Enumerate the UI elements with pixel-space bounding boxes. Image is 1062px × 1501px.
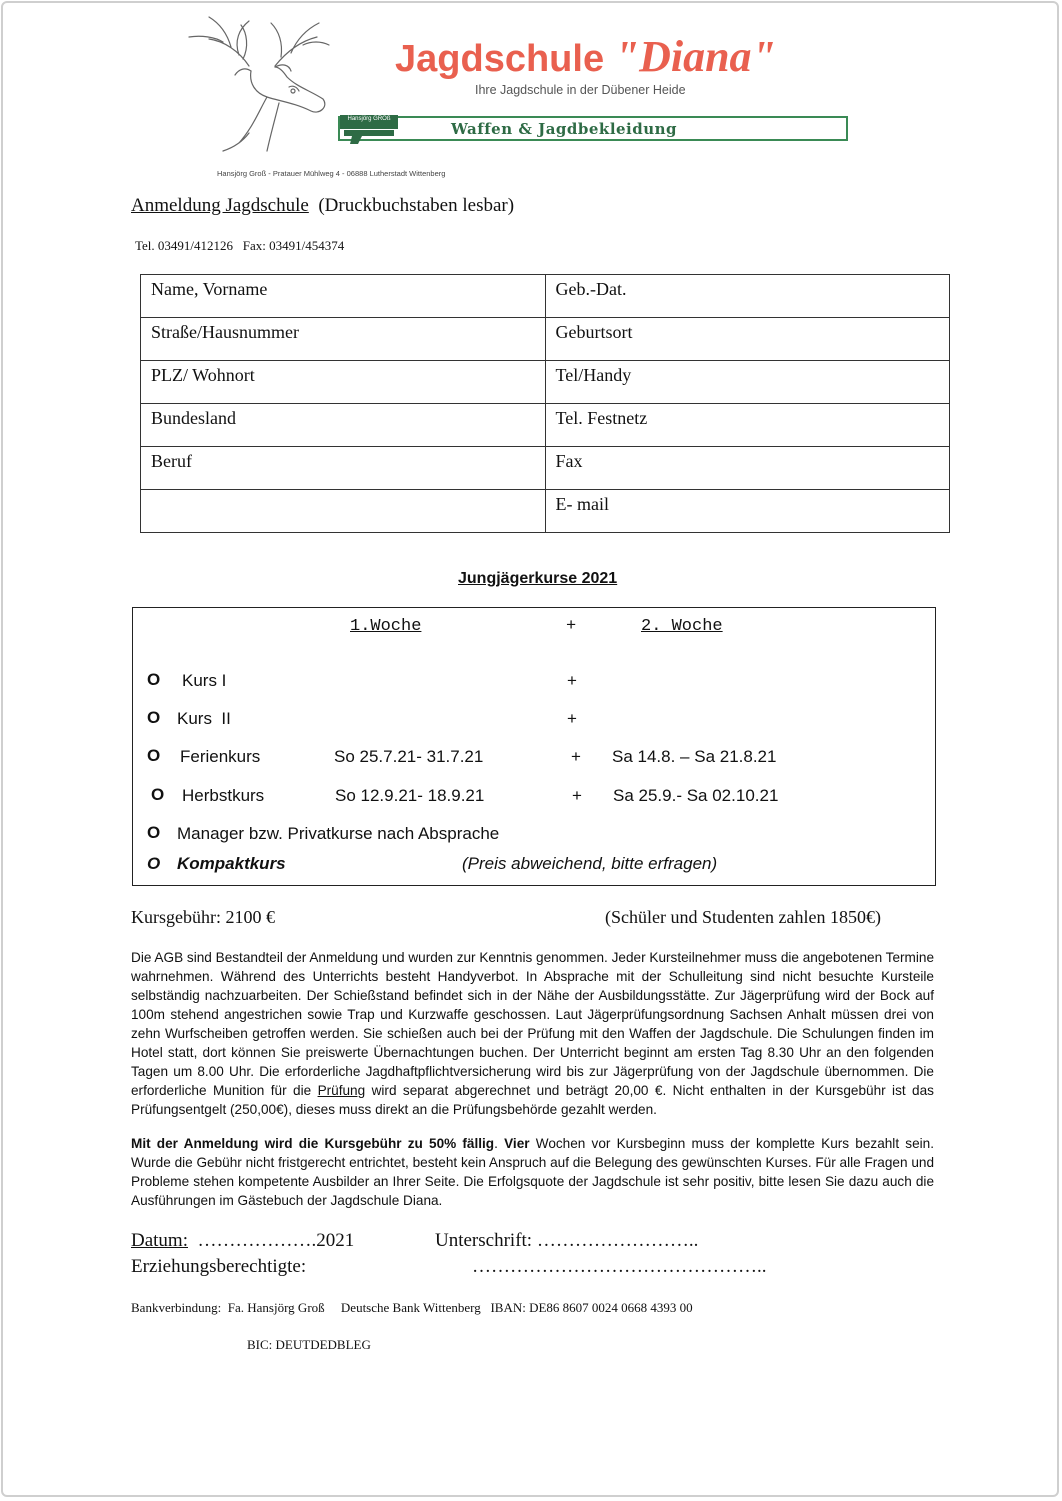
guardian-field[interactable]: ……………………………………….. bbox=[472, 1256, 767, 1277]
kompakt-note: (Preis abweichend, bitte erfragen) bbox=[462, 854, 718, 873]
terms-text-2: wird separat abgerechnet und beträgt 20,00 €. Nicht enthalten in der Kursgebühr ist das Prüfungsentgelt (250,00€), dieses muss direkt an die Prüfungsbehörde gezahlt werden. bbox=[131, 1083, 934, 1117]
field-state[interactable]: Bundesland bbox=[141, 404, 546, 447]
herbstkurs-checkbox[interactable]: O bbox=[151, 785, 165, 804]
course-fee: Kursgebühr: 2100 € bbox=[131, 907, 275, 927]
guardian-label: Erziehungsberechtigte: bbox=[131, 1256, 307, 1277]
banner-logo-text: Hansjörg GROß bbox=[347, 116, 391, 122]
contact-line bbox=[135, 238, 344, 254]
field-occupation[interactable]: Beruf bbox=[141, 447, 546, 490]
field-email[interactable]: E- mail bbox=[545, 490, 950, 533]
kurs2-checkbox[interactable]: O bbox=[147, 708, 161, 727]
field-birthplace[interactable]: Geburtsort bbox=[545, 318, 950, 361]
herbstkurs-week1: So 12.9.21- 18.9.21 bbox=[335, 786, 485, 805]
student-fee: (Schüler und Studenten zahlen 1850€) bbox=[605, 907, 881, 927]
pruefung-link[interactable]: Prüfung bbox=[317, 1083, 366, 1098]
manager-checkbox[interactable]: O bbox=[147, 823, 161, 842]
banner-text: Waffen & Jagdbekleidung bbox=[451, 120, 678, 138]
table-row bbox=[141, 361, 950, 404]
kurs2-label: Kurs II bbox=[177, 709, 231, 728]
signature-label: Unterschrift: bbox=[435, 1230, 533, 1251]
table-row bbox=[141, 318, 950, 361]
manager-label: Manager bzw. Privatkurse nach Absprache bbox=[177, 824, 500, 843]
herbstkurs-week2: Sa 25.9.- Sa 02.10.21 bbox=[613, 786, 779, 805]
kurs1-plus: + bbox=[567, 671, 577, 690]
form-title: Anmeldung Jagdschule bbox=[131, 195, 309, 216]
field-mobile[interactable]: Tel/Handy bbox=[545, 361, 950, 404]
brand-tagline: Ihre Jagdschule in der Dübener Heide bbox=[475, 83, 686, 97]
ferienkurs-week2: Sa 14.8. – Sa 21.8.21 bbox=[612, 747, 777, 766]
stag-logo bbox=[179, 11, 339, 161]
brand-title bbox=[395, 31, 776, 82]
terms-paragraph bbox=[131, 948, 934, 1119]
courses-heading: Jungjägerkurse 2021 bbox=[458, 570, 618, 587]
payment-bold-vier: Vier bbox=[504, 1136, 530, 1151]
ferienkurs-checkbox[interactable]: O bbox=[147, 746, 161, 765]
payment-text: Wochen vor Kursbeginn muss der komplette Kurs bezahlt sein. Wurde die Gebühr nicht fristgerecht entrichtet, besteht kein Anspruch auf die Belegung des gewünschten Kurses. Für alle Fragen und Probleme stehen kompetente Ausbilder an Ihrer Seite. Die Erfolgsquote der Jagdschule ist sehr positiv, bitte lesen Sie dazu auch die Ausführungen im Gästebuch der Jagdschule Diana. bbox=[131, 1136, 935, 1208]
week1-header: 1.Woche bbox=[350, 617, 422, 636]
fax-number: Fax: 03491/454374 bbox=[242, 238, 345, 253]
tel-number: Tel. 03491/412126 bbox=[135, 238, 234, 253]
address-line: Hansjörg Groß - Pratauer Mühlweg 4 - 06888 Lutherstadt Wittenberg bbox=[217, 169, 446, 178]
kurs1-checkbox[interactable]: O bbox=[147, 670, 161, 689]
week2-header: 2. Woche bbox=[641, 617, 723, 636]
pistol-icon bbox=[340, 115, 400, 145]
datum-field[interactable]: ……………….2021 bbox=[197, 1230, 355, 1251]
datum-line bbox=[131, 1230, 354, 1252]
kompakt-label: Kompaktkurs bbox=[177, 854, 286, 873]
brand-name: Jagdschule bbox=[395, 38, 605, 80]
table-row bbox=[141, 447, 950, 490]
document-page bbox=[1, 1, 1059, 1497]
table-row bbox=[141, 490, 950, 533]
table-row bbox=[141, 404, 950, 447]
field-birthdate[interactable]: Geb.-Dat. bbox=[545, 275, 950, 318]
table-row bbox=[141, 275, 950, 318]
signature-line bbox=[435, 1230, 698, 1252]
herbstkurs-plus: + bbox=[572, 786, 582, 805]
ferienkurs-week1: So 25.7.21- 31.7.21 bbox=[334, 747, 484, 766]
bank-line: Bankverbindung: Fa. Hansjörg Groß Deutsche Bank Wittenberg IBAN: DE86 8607 0024 0668 4393 00 bbox=[131, 1300, 693, 1315]
ferienkurs-plus: + bbox=[571, 747, 581, 766]
kurs1-label: Kurs I bbox=[182, 671, 227, 690]
field-landline[interactable]: Tel. Festnetz bbox=[545, 404, 950, 447]
herbstkurs-label: Herbstkurs bbox=[182, 786, 265, 805]
field-fax[interactable]: Fax bbox=[545, 447, 950, 490]
form-title-note: (Druckbuchstaben lesbar) bbox=[318, 195, 515, 216]
payment-paragraph bbox=[131, 1134, 934, 1210]
terms-text-1: Die AGB sind Bestandteil der Anmeldung und wurden zur Kenntnis genommen. Jeder Kursteilnehmer muss die angebotenen Termine wahrnehmen. Während des Unterrichts besteht Handyverbot. In Absprache mit der Schulleitung sind nicht besuchte Kursteile selbständig nachzuarbeiten. Der Schießstand befindet sich in der Nähe der Ausbildungsstätte. Zur Jägerprüfung wird der Bock auf 100m stehend angestrichen sowie Trap und Kurzwaffe geschossen. Laut Jägerprüfungsordnung Sachsen Anhalt müssen drei von zehn Wurfscheiben getroffen werden. Sie schießen auch bei der Prüfung mit den Waffen der Jagdschule. Die Schulungen finden im Hotel statt, dort können Sie preiswerte Übernachtungen buchen. Der Unterricht beginnt am ersten Tag 8.30 Uhr an den folgenden Tagen um 8.00 Uhr. Die erforderliche Jagdhaftpflichtversicherung wird bis zur Jägerprüfung von der Jagdschule übernommen. Die erforderliche Munition für die bbox=[131, 950, 935, 1098]
personal-data-table bbox=[140, 274, 950, 533]
payment-bold: Mit der Anmeldung wird die Kursgebühr zu 50% fällig bbox=[131, 1136, 495, 1151]
payment-dot: . bbox=[494, 1136, 498, 1151]
field-street[interactable]: Straße/Hausnummer bbox=[141, 318, 546, 361]
field-empty[interactable] bbox=[141, 490, 546, 533]
kompakt-checkbox[interactable]: O bbox=[147, 854, 161, 873]
field-city[interactable]: PLZ/ Wohnort bbox=[141, 361, 546, 404]
datum-label: Datum: bbox=[131, 1230, 188, 1251]
bic-line: BIC: DEUTDEDBLEG bbox=[247, 1337, 371, 1352]
ferienkurs-label: Ferienkurs bbox=[180, 747, 261, 766]
field-name[interactable]: Name, Vorname bbox=[141, 275, 546, 318]
signature-field[interactable]: …………………….. bbox=[536, 1230, 699, 1251]
brand-quoted-name: "Diana" bbox=[614, 32, 776, 81]
kurs2-plus: + bbox=[567, 709, 577, 728]
plus-header: + bbox=[566, 617, 577, 636]
form-heading bbox=[131, 195, 514, 217]
